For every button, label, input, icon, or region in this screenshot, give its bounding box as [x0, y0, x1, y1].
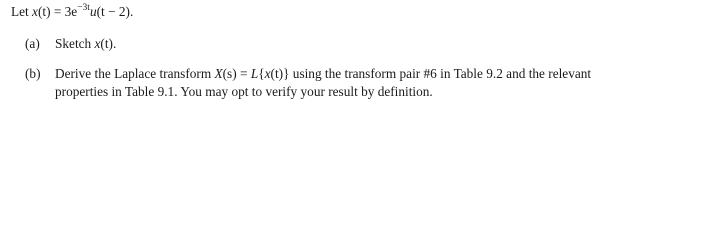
problem-statement: [11, 4, 133, 20]
part-b-brace-close: }: [283, 66, 290, 81]
part-b-s: (s) =: [222, 66, 251, 81]
part-a-tail: (t).: [100, 36, 117, 51]
part-b-X: X: [214, 66, 223, 81]
part-b-brace-open: {: [258, 66, 265, 81]
part-b-t: (t): [270, 66, 284, 81]
statement-x: x: [32, 4, 38, 19]
problem: [0, 0, 712, 112]
part-b-label: (b): [25, 66, 41, 81]
part-b-laplace-L: L: [250, 66, 259, 81]
part-b-line1-pre: Derive the Laplace transform: [55, 66, 215, 81]
statement-lead: Let: [11, 4, 33, 19]
part-a: [25, 36, 116, 52]
part-a-text: Sketch: [55, 36, 95, 51]
statement-args: (t) = 3e: [37, 4, 78, 19]
statement-exponent: −3t: [77, 2, 90, 13]
part-b-line2: properties in Table 9.1. You may opt to verify your result by definition.: [55, 84, 433, 99]
part-a-x: x: [94, 36, 101, 51]
part-b: [25, 66, 591, 82]
part-a-label: (a): [25, 36, 40, 51]
statement-u: u: [89, 4, 97, 19]
statement-tail: (t − 2).: [96, 4, 134, 19]
part-b-line1-post: using the transform pair #6 in Table 9.2 and the relevant: [289, 66, 592, 81]
part-b-x: x: [264, 66, 271, 81]
